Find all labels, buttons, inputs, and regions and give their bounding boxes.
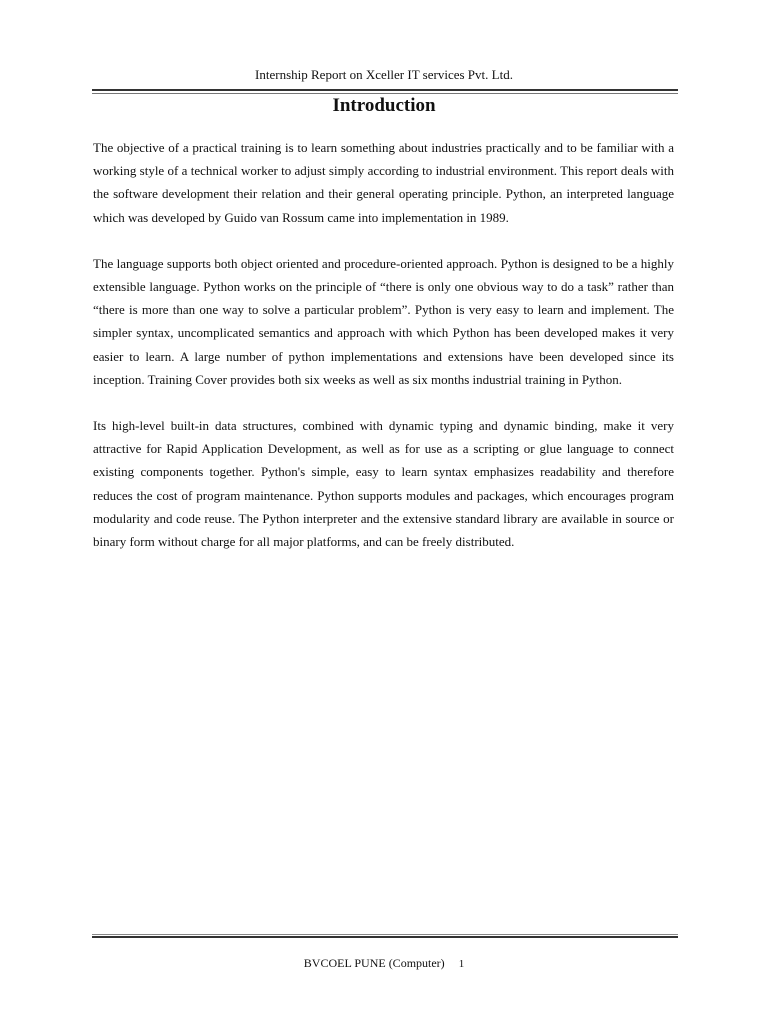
running-header: Internship Report on Xceller IT services Pvt. Ltd. [255,67,513,82]
page-title: Introduction [332,95,436,116]
paragraph-2: The language supports both object oriented and procedure-oriented approach. Python is designed to be a highly extensible language. Python works on the principle of “there is only one obvious way to do a task” rather than “there is more than one way to solve a particular problem”. Python is very easy to learn and implement. The simpler syntax, uncomplicated semantics and approach with which Python has been developed makes it very easier to learn. A large number of python implementations and extensions have been developed since its inception. Training Cover provides both six weeks as well as six months industrial training in Python. [93,255,674,387]
footer-text: BVCOEL PUNE (Computer) [303,956,445,970]
running-footer [0,955,768,972]
paragraph-3: Its high-level built-in data structures, combined with dynamic typing and dynamic binding, make it very attractive for Rapid Application Development, as well as for use as a scripting or glue language to connect existing components together. Python's simple, easy to learn syntax emphasizes readability and therefore reduces the cost of program maintenance. Python supports modules and packages, which encourages program modularity and code reuse. The Python interpreter and the extensive standard library are available in source or binary form without charge for all major platforms, and can be freely distributed. [93,418,674,550]
footer-divider [92,934,678,935]
header-divider [92,89,678,91]
body-text [93,136,674,576]
page-number: 1 [458,958,465,970]
paragraph-1: The objective of a practical training is to learn something about industries practically and to be familiar with a working style of a technical worker to adjust simply according to industrial environment. This report deals with the software development their relation and their general operating principle. Python, an interpreted language which was developed by Guido van Rossum came into implementation in 1989. [93,140,674,225]
